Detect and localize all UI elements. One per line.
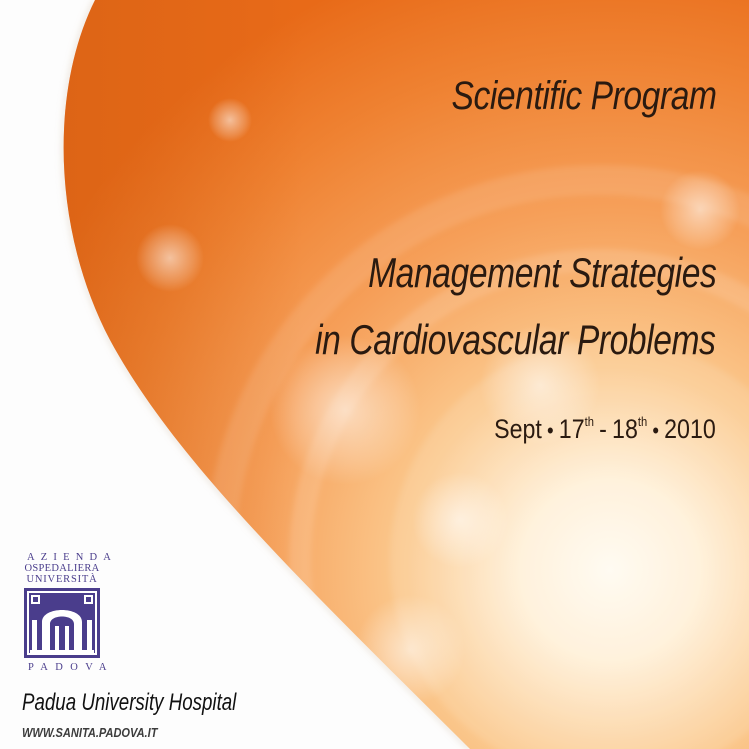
arched-portico-emblem-icon: [24, 588, 100, 658]
date-separator-1: •: [547, 418, 554, 443]
title-line-2: in Cardiovascular Problems: [315, 316, 716, 363]
title-line-1: Management Strategies: [367, 249, 716, 296]
date-range-dash: -: [599, 414, 608, 444]
event-date: [494, 409, 716, 449]
date-day-end: 18: [612, 414, 639, 444]
logo-text-ospedaliera: OSPEDALIERA: [24, 563, 100, 574]
date-day-start: 17: [558, 414, 585, 444]
hospital-name: Padua University Hospital: [22, 689, 237, 716]
scientific-program-heading: Scientific Program: [451, 74, 717, 118]
logo-text-padova: PADOVA: [28, 662, 114, 673]
date-day-end-suffix: th: [638, 414, 648, 429]
logo-text-azienda: AZIENDA: [27, 552, 118, 563]
date-month: Sept: [494, 414, 543, 444]
date-year: 2010: [664, 414, 716, 444]
date-separator-2: •: [652, 418, 660, 443]
website-link[interactable]: WWW.SANITA.PADOVA.IT: [22, 725, 158, 740]
date-day-start-suffix: th: [584, 414, 595, 429]
logo-text-universita: UNIVERSITÀ: [26, 574, 98, 585]
